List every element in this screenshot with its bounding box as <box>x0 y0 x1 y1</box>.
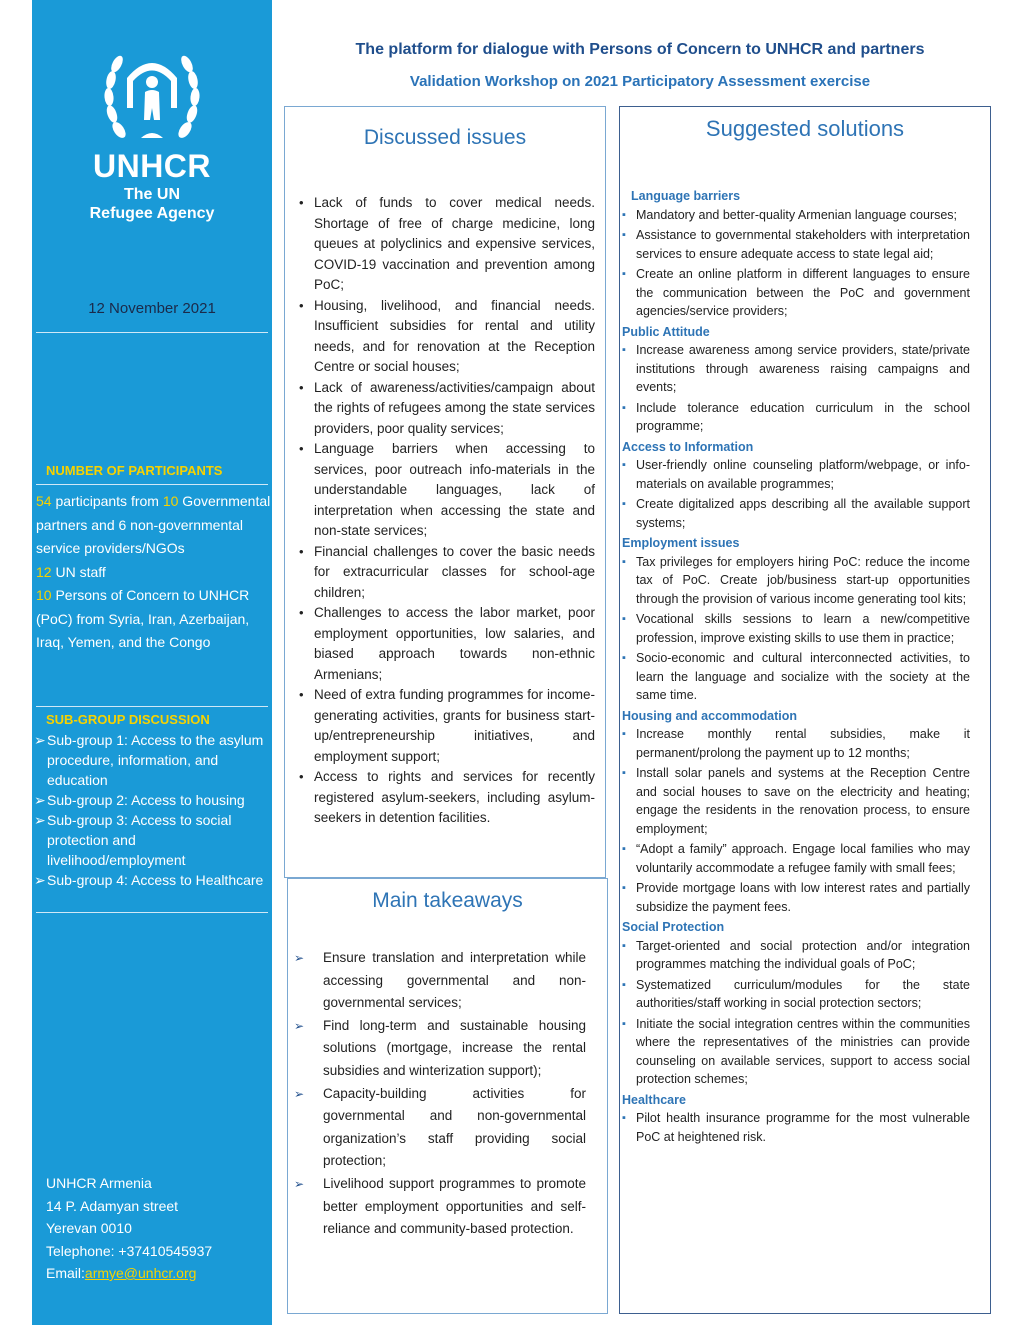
subgroup-item <box>34 810 270 870</box>
subgroup-item <box>34 730 270 790</box>
bullet-icon: ▪ <box>622 344 626 356</box>
bullet-icon: ▪ <box>622 652 626 664</box>
solution-category-list <box>620 456 990 532</box>
bullet-icon: • <box>299 195 304 210</box>
solution-item <box>620 456 990 493</box>
suggested-solutions-box <box>619 106 991 1314</box>
logo-name: UNHCR <box>92 148 212 184</box>
solution-category-heading: Healthcare <box>622 1092 686 1107</box>
discussed-issue-item <box>297 603 595 685</box>
solution-category-list <box>620 341 990 436</box>
participants-count: 54 <box>36 493 52 509</box>
solution-item <box>620 1109 990 1146</box>
discussed-issue-item <box>297 542 595 604</box>
contact-telephone: Telephone: +37410545937 <box>46 1242 213 1259</box>
main-takeaways-box <box>287 878 608 1314</box>
solution-item <box>620 937 990 974</box>
discussed-issue-item <box>297 193 595 296</box>
solution-category-heading: Access to Information <box>622 439 754 454</box>
participants-text <box>36 490 272 655</box>
solution-text: “Adopt a family” approach. Engage local families who may voluntarily accommodate a refugee family with small fees; <box>636 842 970 875</box>
solution-item <box>620 341 990 397</box>
discussed-issue-text: Housing, livelihood, and financial needs. Insufficient subsidies for rental and utility needs, and for renovation at the Reception Centre or social houses; <box>314 297 595 374</box>
bullet-icon: ▪ <box>622 1017 626 1030</box>
subgroup-list <box>34 730 270 890</box>
subgroup-label: Sub-group 1: <box>47 732 132 748</box>
solution-item <box>620 976 990 1013</box>
main-takeaways-title: Main takeaways <box>372 889 523 912</box>
bullet-icon: ▪ <box>622 882 626 894</box>
logo-tagline-2: Refugee Agency <box>89 205 215 222</box>
solution-text: Increase monthly rental subsidies, make it permanent/prolong the payment up to 12 months; <box>636 727 970 760</box>
solution-text: Tax privileges for employers hiring PoC: reduce the income tax of PoC. Create job/business start-up opportunities through the provision of various income generating tool kits; <box>636 554 970 606</box>
solution-category-heading: Language barriers <box>631 189 741 203</box>
solution-item <box>620 495 990 532</box>
divider <box>36 706 268 707</box>
subgroup-text: Access to the asylum procedure, information, and education <box>47 732 264 788</box>
solution-category-list <box>620 725 990 916</box>
solution-category-list <box>620 1109 990 1146</box>
discussed-issue-item <box>297 685 595 767</box>
divider <box>36 484 268 485</box>
bullet-icon: ▪ <box>622 939 626 952</box>
solution-text: Assistance to governmental stakeholders with interpretation services to ensure adequate access to state legal aid; <box>636 228 970 261</box>
arrow-icon: ➢ <box>294 1018 305 1033</box>
solution-text: Increase awareness among service providers, state/private institutions through awareness raising campaigns and events; <box>636 343 970 394</box>
arrow-icon: ➢ <box>34 872 46 888</box>
unhcr-logo <box>82 38 222 222</box>
solution-category-heading: Housing and accommodation <box>622 708 798 723</box>
email-label: Email: <box>46 1265 85 1281</box>
report-date: 12 November 2021 <box>88 300 216 317</box>
discussed-issue-item <box>297 767 595 829</box>
subgroup-text: Access to social protection and livelihood/employment <box>47 812 232 868</box>
solution-category-list <box>620 937 990 1089</box>
solution-text: Install solar panels and systems at the Reception Centre and social houses to save on the electricity and heating; engage the residents in the renovation process, to ensure employment; <box>636 766 970 836</box>
arrow-icon: ➢ <box>294 951 305 965</box>
bullet-icon: ▪ <box>622 843 626 855</box>
solution-category-heading: Employment issues <box>622 536 740 550</box>
participants-text-part: participants from <box>51 493 163 509</box>
solution-item <box>620 206 990 225</box>
un-staff-count: 12 <box>36 563 52 580</box>
poc-count: 10 <box>36 587 52 603</box>
discussed-issues-list <box>297 193 595 829</box>
solution-item <box>620 265 990 321</box>
solution-text: Include tolerance education curriculum in the school programme; <box>636 400 970 433</box>
takeaway-item <box>294 947 586 1015</box>
solution-text: Create an online platform in different languages to ensure the communication between the PoC and government agencies/service providers; <box>636 267 970 318</box>
solution-text: Provide mortgage loans with low interest rates and partially subsidize the payment fees. <box>636 881 970 914</box>
takeaway-text: Ensure translation and interpretation while accessing governmental and non-governmental services; <box>323 950 586 1011</box>
subgroup-heading: SUB-GROUP DISCUSSION <box>46 712 210 727</box>
solution-category-list <box>620 206 990 321</box>
discussed-issues-box <box>284 106 606 878</box>
governmental-count: 10 <box>162 493 179 509</box>
takeaway-item <box>294 1173 586 1241</box>
solution-category-list <box>620 553 990 705</box>
discussed-issues-title: Discussed issues <box>363 126 527 149</box>
bullet-icon: ▪ <box>622 767 626 779</box>
sidebar <box>32 0 272 1325</box>
takeaway-text: Capacity-building activities for governmental and non-governmental organization’s staff providing social protection; <box>323 1085 586 1169</box>
bullet-icon: • <box>299 297 304 313</box>
arrow-icon: ➢ <box>294 1086 305 1101</box>
bullet-icon: • <box>299 543 304 559</box>
bullet-icon: ▪ <box>622 1112 626 1124</box>
bullet-icon: ▪ <box>622 401 626 414</box>
discussed-issue-item <box>297 378 595 440</box>
discussed-issue-text: Need of extra funding programmes for income-generating activities, grants for business start-up/entrepreneurship initiatives, and employment support; <box>314 687 595 764</box>
subgroup-text: Access to housing <box>131 792 245 808</box>
discussed-issue-item <box>297 296 595 378</box>
takeaway-text: Find long-term and sustainable housing solutions (mortgage, increase the rental subsidies and winterization support); <box>323 1017 586 1078</box>
subgroup-item <box>34 790 270 810</box>
solution-text: Target-oriented and social protection and/or integration programmes matching the individual goals of PoC; <box>636 938 970 971</box>
arrow-icon: ➢ <box>34 732 46 748</box>
bullet-icon: ▪ <box>622 229 626 241</box>
solution-text: Create digitalized apps describing all the available support systems; <box>636 497 970 530</box>
solution-item <box>620 879 990 916</box>
solution-item <box>620 764 990 838</box>
solution-item <box>620 553 990 609</box>
arrow-icon: ➢ <box>294 1176 305 1191</box>
subgroup-item <box>34 870 270 890</box>
participants-heading: NUMBER OF PARTICIPANTS <box>46 463 223 478</box>
discussed-issue-text: Challenges to access the labor market, poor employment opportunities, low salaries, and biased approach towards non-ethnic Armenians; <box>314 605 595 682</box>
contact-street: 14 P. Adamyan street <box>46 1197 179 1214</box>
divider <box>36 332 268 333</box>
solution-item <box>620 610 990 647</box>
divider <box>36 912 268 913</box>
discussed-issue-text: Lack of funds to cover medical needs. Shortage of free of charge medicine, long queues at polyclinics and expensive services, COVID-19 vaccination and prevention among PoC; <box>314 195 595 292</box>
bullet-icon: ▪ <box>622 268 626 280</box>
main-takeaways-list <box>294 947 586 1241</box>
contact-email-row <box>46 1262 212 1285</box>
bullet-icon: ▪ <box>622 978 626 991</box>
takeaway-item <box>294 1015 586 1083</box>
takeaway-text: Livelihood support programmes to promote better employment opportunities and self-reliance and community-based protection. <box>323 1175 586 1237</box>
subgroup-label: Sub-group 2: <box>47 792 132 808</box>
discussed-issue-text: Access to rights and services for recently registered asylum-seekers, including asylum-seekers in detention facilities. <box>314 769 595 825</box>
solution-item <box>620 399 990 436</box>
bullet-icon: ▪ <box>622 555 626 568</box>
email-link[interactable]: armye@unhcr.org <box>84 1265 197 1281</box>
arrow-icon: ➢ <box>34 792 46 808</box>
bullet-icon: ▪ <box>622 728 626 740</box>
unhcr-emblem-icon <box>97 38 207 146</box>
solutions-content <box>620 187 990 1148</box>
bullet-icon: • <box>299 687 304 702</box>
subgroup-label: Sub-group 4: <box>47 872 132 888</box>
solution-text: Systematized curriculum/modules for the state authorities/staff working in social protection sectors; <box>636 977 970 1010</box>
solution-item <box>620 649 990 705</box>
arrow-icon: ➢ <box>34 812 46 828</box>
solution-text: Initiate the social integration centres within the communities where the representatives of the ministries can provide counseling on available services, support to access social protection schemes; <box>636 1016 970 1086</box>
suggested-solutions-title: Suggested solutions <box>705 116 905 141</box>
solution-text: Vocational skills sessions to learn a new/competitive profession, improve existing skills to use them in practice; <box>636 612 970 645</box>
subgroup-label: Sub-group 3: <box>47 812 132 828</box>
takeaway-item <box>294 1083 586 1173</box>
solution-item <box>620 725 990 762</box>
bullet-icon: • <box>299 605 304 620</box>
solution-item <box>620 226 990 263</box>
logo-tagline-1: The UN <box>124 186 180 203</box>
bullet-icon: • <box>299 441 304 456</box>
page-subtitle: Validation Workshop on 2021 Participatory Assessment exercise <box>409 73 871 90</box>
bullet-icon: • <box>299 769 304 784</box>
contact-org: UNHCR Armenia <box>46 1175 152 1191</box>
bullet-icon: ▪ <box>622 613 626 625</box>
discussed-issue-text: Language barriers when accessing to services, poor outreach info-materials in the understandable languages, lack of interpretation when accessing the state and non-state services; <box>314 441 595 538</box>
solution-text: Mandatory and better-quality Armenian language courses; <box>636 207 958 222</box>
contact-city: Yerevan 0010 <box>46 1220 132 1236</box>
page-title: The platform for dialogue with Persons of Concern to UNHCR and partners <box>355 41 925 58</box>
solution-item <box>620 840 990 877</box>
solution-text: Pilot health insurance programme for the most vulnerable PoC at heightened risk. <box>636 1111 970 1144</box>
solution-category-heading: Public Attitude <box>622 324 710 339</box>
discussed-issue-text: Lack of awareness/activities/campaign about the rights of refugees among the state services providers, poor quality services; <box>314 379 595 436</box>
solution-category-heading: Social Protection <box>622 920 725 934</box>
bullet-icon: ▪ <box>622 459 626 471</box>
solution-item <box>620 1015 990 1089</box>
participants-text-part: UN staff <box>51 563 106 580</box>
bullet-icon: ▪ <box>622 498 626 510</box>
participants-text-part: Persons of Concern to UNHCR (PoC) from Syria, Iran, Azerbaijan, Iraq, Yemen, and the Congo <box>36 587 250 650</box>
subgroup-text: Access to Healthcare <box>131 872 264 888</box>
discussed-issue-item <box>297 439 595 542</box>
discussed-issue-text: Financial challenges to cover the basic needs for extracurricular classes for school-age children; <box>314 543 595 600</box>
solution-text: Socio-economic and cultural interconnected activities, to learn the language and socialize with the society at the same time. <box>636 651 970 702</box>
bullet-icon: ▪ <box>622 208 626 221</box>
participants-text-part: Governmental partners and 6 non-governmental service providers/NGOs <box>36 493 271 556</box>
solution-text: User-friendly online counseling platform/webpage, or info-materials on available programmes; <box>636 458 970 491</box>
contact-block <box>46 1172 212 1285</box>
bullet-icon: • <box>299 379 304 395</box>
